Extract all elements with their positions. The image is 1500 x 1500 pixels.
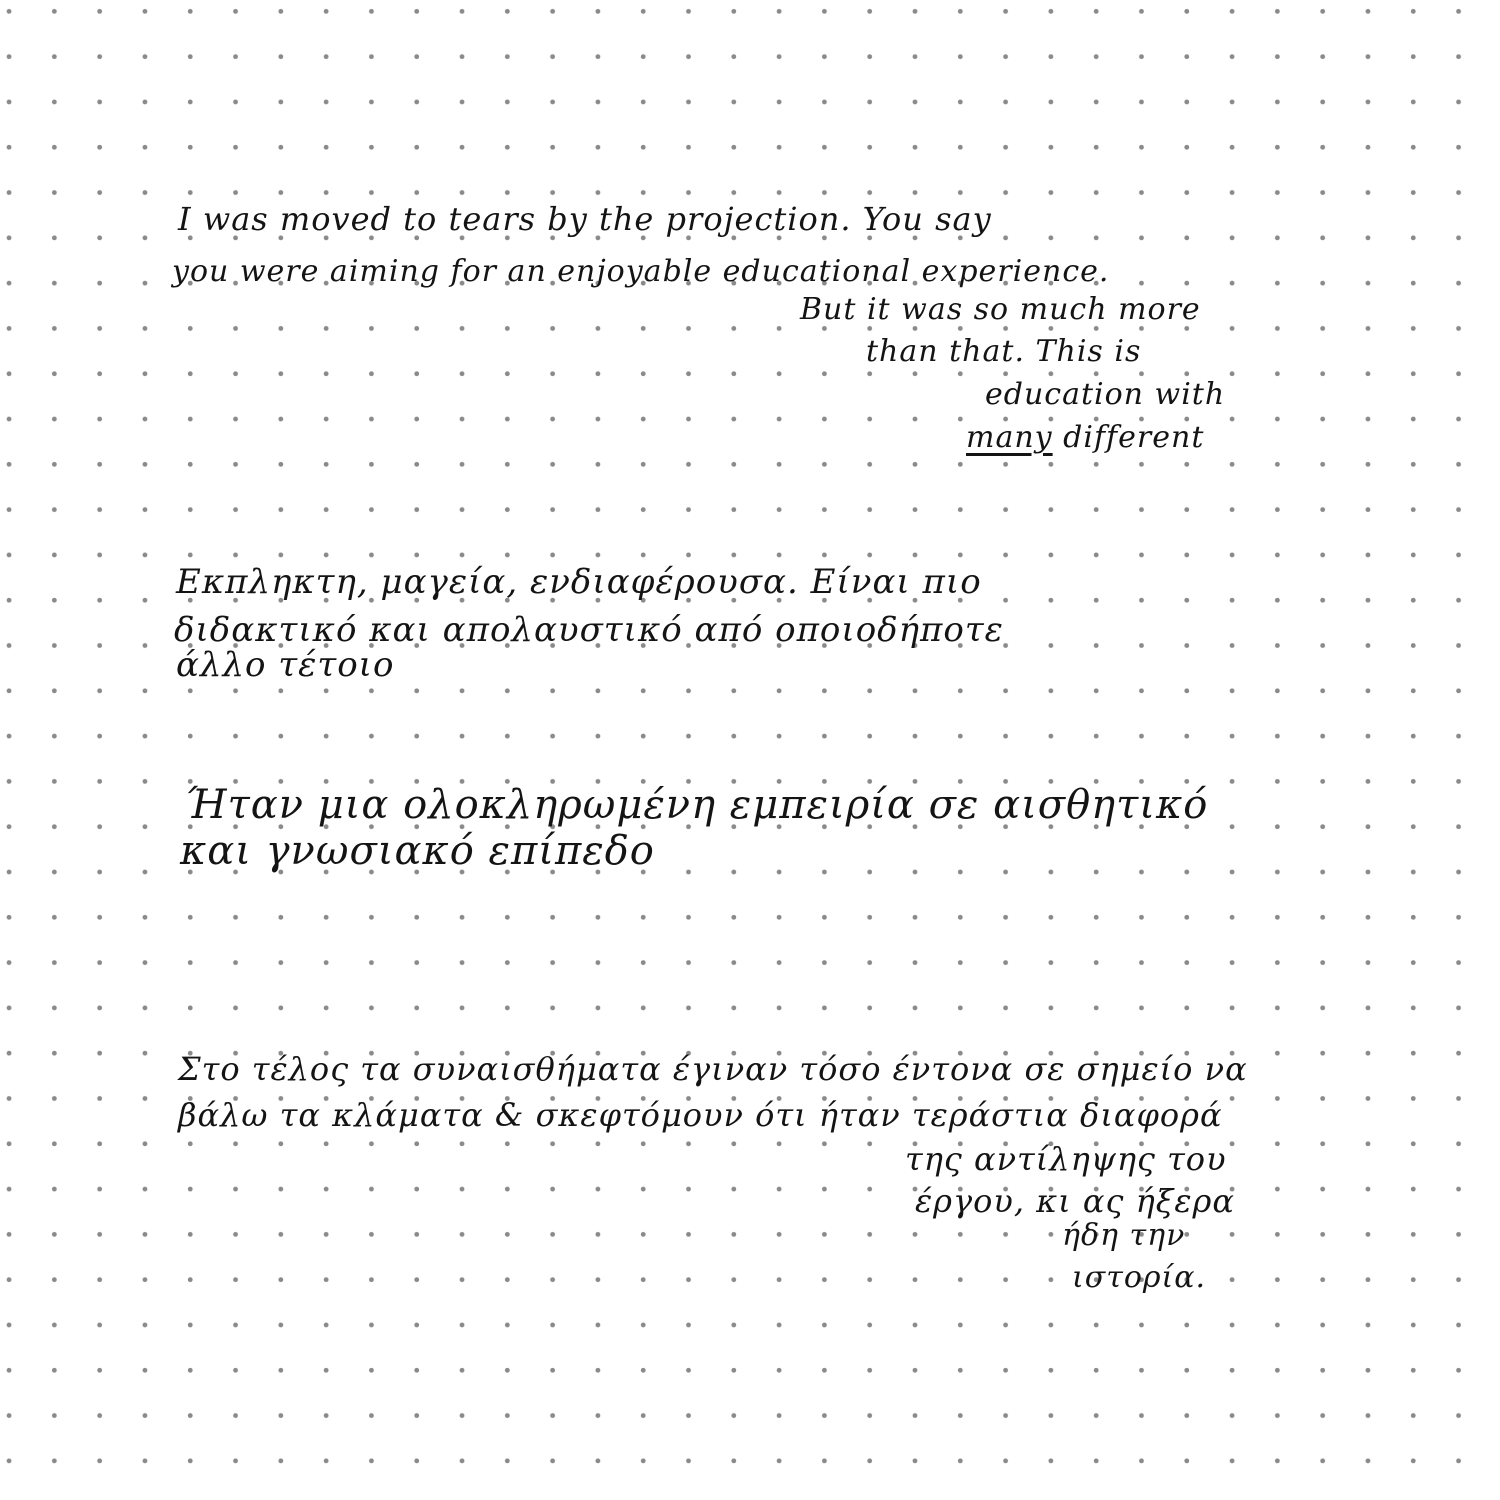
note-line: Ήταν μια ολοκληρωμένη εμπειρία σε αισθητικό (185, 782, 1209, 828)
note-line: many different (966, 420, 1205, 455)
note-line: ιστορία. (1072, 1260, 1207, 1295)
note-line: και γνωσιακό επίπεδο (180, 828, 655, 874)
note-line: της αντίληψης του (905, 1140, 1227, 1178)
note-line: Στο τέλος τα συναισθήματα έγιναν τόσο έντονα σε σημείο να (178, 1050, 1248, 1088)
note-line: άλλο τέτοιο (176, 645, 395, 685)
note-line: I was moved to tears by the projection. You say (178, 200, 992, 238)
note-line: βάλω τα κλάματα & σκεφτόμουν ότι ήταν τεράστια διαφορά (178, 1096, 1223, 1134)
note-line: you were aiming for an enjoyable educational experience. (172, 254, 1110, 289)
note-line: education with (985, 377, 1226, 412)
note-line: Εκπληκτη, μαγεία, ενδιαφέρουσα. Είναι πιο (176, 562, 982, 602)
underlined-word: many (966, 420, 1053, 455)
note-line: But it was so much more (800, 292, 1201, 327)
note-line: ήδη την (1062, 1218, 1186, 1253)
note-line: than that. This is (866, 334, 1142, 369)
note-line: έργου, κι ας ήξερα (915, 1182, 1235, 1220)
note-line: διδακτικό και απολαυστικό από οποιοδήποτε (174, 610, 1004, 650)
